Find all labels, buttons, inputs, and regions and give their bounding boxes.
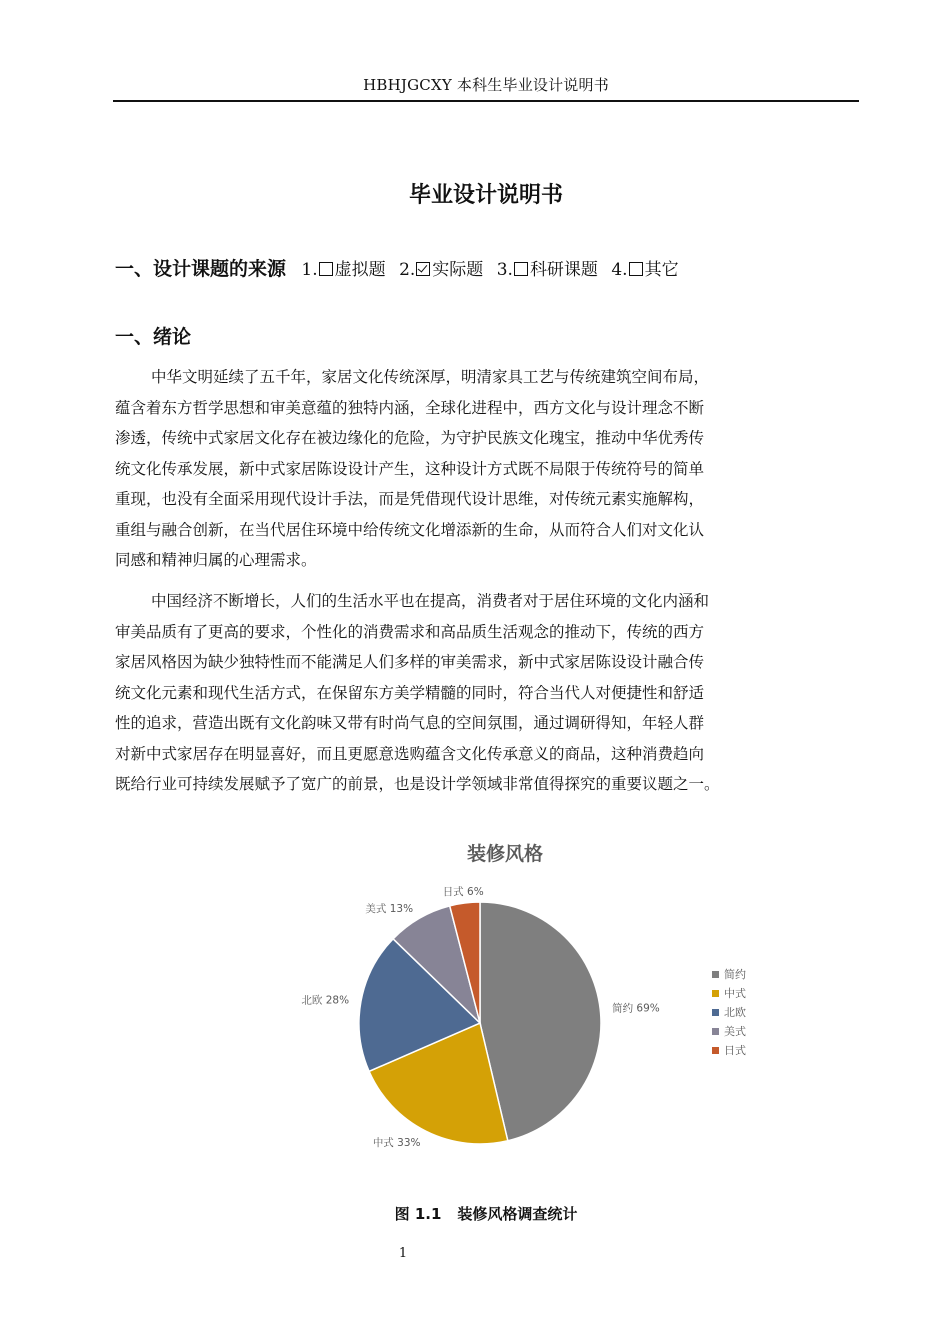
chart-title: 装修风格 [466,843,544,865]
paragraph-line: 重现，也没有全面采用现代设计手法，而是凭借现代设计思维，对传统元素实施解构， [115,490,705,508]
pie-data-label: 中式 33% [372,1136,421,1149]
checkbox-actual-checked [416,262,430,276]
document-title: 毕业设计说明书 [408,183,563,208]
paragraph-line: 渗透，传统中式家居文化存在被边缘化的危险，为守护民族文化瑰宝，推动中华优秀传 [115,429,705,447]
source-option-virtual: 1. 虚拟题 [301,260,386,280]
paragraph-line: 统文化传承发展，新中式家居陈设设计产生，这种设计方式既不局限于传统符号的简单 [115,459,705,478]
legend-swatch [712,1009,719,1016]
legend-label: 美式 [724,1025,746,1038]
figure-number: 图 1.1 [394,1205,442,1223]
source-option-research: 3. 科研课题 [496,260,598,280]
paragraph-line: 同感和精神归属的心理需求。 [115,551,317,569]
legend-swatch [712,1028,719,1035]
section-heading-introduction: 一、绪论 [115,326,192,348]
source-option-other: 4. 其它 [611,260,679,280]
legend-swatch [712,990,719,997]
checkbox-research [514,262,528,276]
paragraph-line: 家居风格因为缺少独特性而不能满足人们多样的审美需求，新中式家居陈设设计融合传 [115,653,705,671]
checkbox-virtual [319,262,333,276]
figure-caption-text: 装修风格调查统计 [457,1205,578,1223]
paragraph-line: 统文化元素和现代生活方式，在保留东方美学精髓的同时，符合当代人对便捷性和舒适 [115,683,705,702]
source-option-actual: 2. 实际题 [399,260,484,280]
legend-label: 简约 [724,968,746,981]
paragraph-line: 审美品质有了更高的要求，个性化的消费需求和高品质生活观念的推动下，传统的西方 [115,622,705,641]
paragraph-1 [115,362,859,576]
legend-label: 北欧 [724,1006,746,1019]
pie-data-label: 美式 13% [365,903,414,916]
paragraph-line: 中国经济不断增长，人们的生活水平也在提高，消费者对于居住环境的文化内涵和 [151,592,710,610]
paragraph-2 [115,586,859,800]
paragraph-line: 重组与融合创新，在当代居住环境中给传统文化增添新的生命，从而符合人们对文化认 [115,520,705,539]
legend-swatch [712,1047,719,1054]
figure-caption [113,1203,859,1224]
legend-swatch [712,971,719,978]
paragraph-line: 既给行业可持续发展赋予了宽广的前景，也是设计学领域非常值得探究的重要议题之一。 [115,775,720,793]
pie-data-label: 日式 6% [442,886,484,899]
decoration-style-pie-chart [290,835,760,1165]
topic-source-line [115,254,687,281]
legend-label: 日式 [724,1044,746,1057]
legend-label: 中式 [724,987,746,1000]
paragraph-line: 蕴含着东方哲学思想和审美意蕴的独特内涵，全球化进程中，西方文化与设计理念不断 [115,398,705,417]
pie-data-label: 简约 69% [612,1002,660,1015]
paragraph-line: 中华文明延续了五千年，家居文化传统深厚，明清家具工艺与传统建筑空间布局， [151,368,710,386]
pie-data-label: 北欧 28% [301,994,350,1007]
header-rule [113,100,859,102]
paragraph-line: 性的追求，营造出既有文化韵味又带有时尚气息的空间氛围，通过调研得知，年轻人群 [115,714,705,732]
topic-source-heading: 一、设计课题的来源 [115,258,287,280]
page-header: HBHJGCXY 本科生毕业设计说明书 [363,76,609,94]
paragraph-line: 对新中式家居存在明显喜好，而且更愿意选购蕴含文化传承意义的商品，这种消费趋向 [115,744,705,763]
checkbox-other [629,262,643,276]
page-number: 1 [398,1246,408,1261]
